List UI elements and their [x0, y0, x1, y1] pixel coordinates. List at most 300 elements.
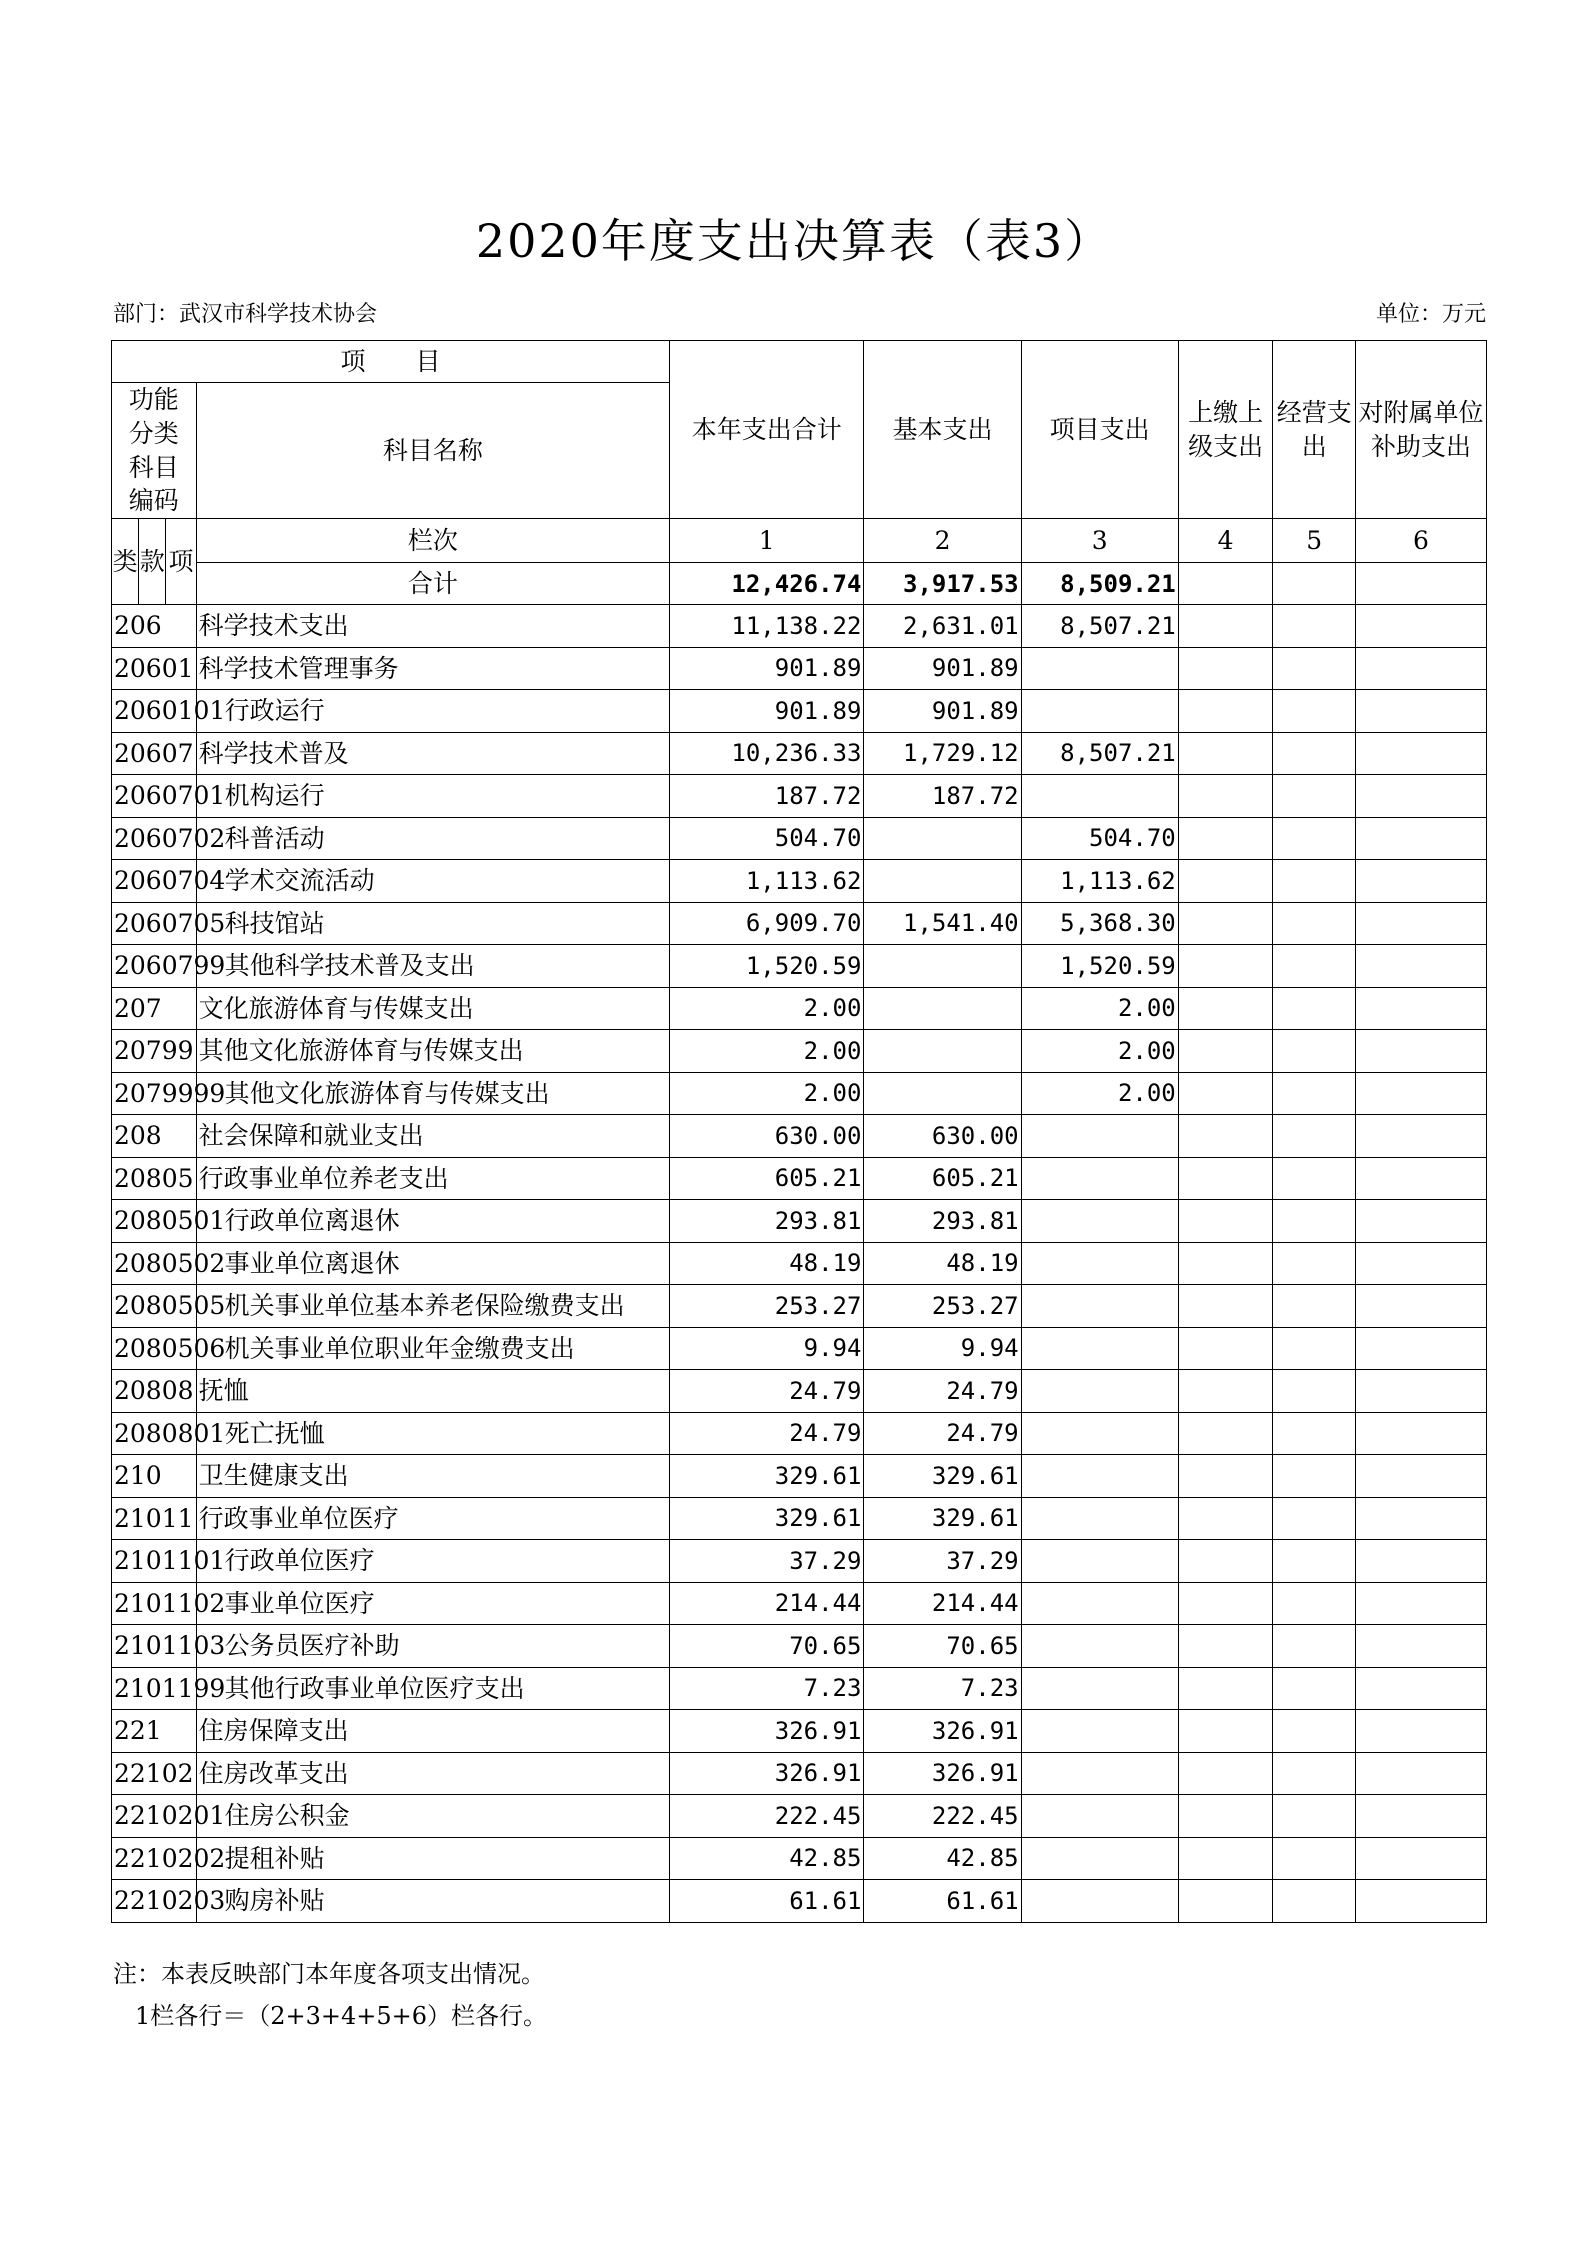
row-name: 科学技术管理事务	[196, 647, 669, 690]
row-upper	[1178, 1030, 1273, 1073]
table-row	[112, 1795, 1487, 1838]
row-basic: 187.72	[864, 775, 1021, 818]
note-2: 1栏各行＝（2+3+4+5+6）栏各行。	[135, 2002, 548, 2030]
row-business	[1273, 1115, 1356, 1158]
table-row	[112, 1157, 1487, 1200]
row-project	[1021, 1497, 1178, 1540]
row-project	[1021, 1370, 1178, 1413]
row-basic: 1,729.12	[864, 732, 1021, 775]
row-total: 326.91	[670, 1752, 864, 1795]
row-business	[1273, 1837, 1356, 1880]
table-row	[112, 605, 1487, 648]
row-basic: 24.79	[864, 1412, 1021, 1455]
row-name: 行政单位医疗	[196, 1540, 669, 1583]
row-upper	[1178, 1795, 1273, 1838]
row-business	[1273, 1327, 1356, 1370]
row-upper	[1178, 1837, 1273, 1880]
row-upper	[1178, 860, 1273, 903]
row-project	[1021, 1327, 1178, 1370]
row-project	[1021, 1582, 1178, 1625]
row-subsidy	[1356, 1497, 1487, 1540]
row-code: 2060799	[112, 945, 197, 988]
row-name: 其他行政事业单位医疗支出	[196, 1667, 669, 1710]
row-code: 21011	[112, 1497, 197, 1540]
row-code: 2060705	[112, 902, 197, 945]
row-subsidy	[1356, 1582, 1487, 1625]
row-project	[1021, 1880, 1178, 1923]
row-total: 2.00	[670, 1072, 864, 1115]
row-upper	[1178, 732, 1273, 775]
row-project	[1021, 1412, 1178, 1455]
row-upper	[1178, 1710, 1273, 1753]
row-name: 事业单位离退休	[196, 1242, 669, 1285]
row-name: 行政事业单位医疗	[196, 1497, 669, 1540]
row-name: 其他文化旅游体育与传媒支出	[196, 1072, 669, 1115]
header-lanci: 栏次	[196, 519, 669, 563]
row-upper	[1178, 1752, 1273, 1795]
row-code: 210	[112, 1455, 197, 1498]
row-subsidy	[1356, 1285, 1487, 1328]
table-row	[112, 1030, 1487, 1073]
row-basic: 37.29	[864, 1540, 1021, 1583]
row-code: 20808	[112, 1370, 197, 1413]
header-subject-name: 科目名称	[196, 383, 669, 519]
row-code: 2080502	[112, 1242, 197, 1285]
row-total: 901.89	[670, 647, 864, 690]
row-upper	[1178, 1115, 1273, 1158]
total-label: 合计	[196, 563, 669, 605]
row-upper	[1178, 1285, 1273, 1328]
row-name: 机关事业单位职业年金缴费支出	[196, 1327, 669, 1370]
row-basic	[864, 987, 1021, 1030]
row-name: 科学技术支出	[196, 605, 669, 648]
row-subsidy	[1356, 647, 1487, 690]
header-subsidy: 对附属单位补助支出	[1356, 341, 1487, 519]
table-row	[112, 1412, 1487, 1455]
row-total: 293.81	[670, 1200, 864, 1243]
row-code: 221	[112, 1710, 197, 1753]
row-code: 20607	[112, 732, 197, 775]
table-row	[112, 1327, 1487, 1370]
row-code: 2210203	[112, 1880, 197, 1923]
row-name: 行政单位离退休	[196, 1200, 669, 1243]
row-basic: 630.00	[864, 1115, 1021, 1158]
row-total: 24.79	[670, 1412, 864, 1455]
col-num-6: 6	[1356, 519, 1487, 563]
row-upper	[1178, 1412, 1273, 1455]
row-business	[1273, 1157, 1356, 1200]
row-total: 187.72	[670, 775, 864, 818]
row-subsidy	[1356, 860, 1487, 903]
row-upper	[1178, 1370, 1273, 1413]
row-basic: 901.89	[864, 690, 1021, 733]
row-business	[1273, 1880, 1356, 1923]
row-subsidy	[1356, 1370, 1487, 1413]
row-name: 科学技术普及	[196, 732, 669, 775]
row-subsidy	[1356, 987, 1487, 1030]
row-subsidy	[1356, 1880, 1487, 1923]
row-subsidy	[1356, 605, 1487, 648]
table-row	[112, 1667, 1487, 1710]
row-total: 605.21	[670, 1157, 864, 1200]
row-basic: 901.89	[864, 647, 1021, 690]
table-row	[112, 775, 1487, 818]
row-upper	[1178, 1880, 1273, 1923]
row-basic: 222.45	[864, 1795, 1021, 1838]
row-project	[1021, 1752, 1178, 1795]
col-num-4: 4	[1178, 519, 1273, 563]
row-business	[1273, 945, 1356, 988]
row-basic: 24.79	[864, 1370, 1021, 1413]
table-row	[112, 1072, 1487, 1115]
row-upper	[1178, 605, 1273, 648]
row-business	[1273, 1540, 1356, 1583]
row-subsidy	[1356, 1540, 1487, 1583]
row-subsidy	[1356, 817, 1487, 860]
total-subsidy	[1356, 563, 1487, 605]
footnotes	[113, 1962, 547, 2046]
row-name: 死亡抚恤	[196, 1412, 669, 1455]
row-name: 公务员医疗补助	[196, 1625, 669, 1668]
header-project-exp: 项目支出	[1021, 341, 1178, 519]
row-subsidy	[1356, 1200, 1487, 1243]
row-total: 504.70	[670, 817, 864, 860]
row-upper	[1178, 987, 1273, 1030]
note-1: 注：本表反映部门本年度各项支出情况。	[113, 1960, 545, 1988]
row-code: 206	[112, 605, 197, 648]
row-business	[1273, 732, 1356, 775]
row-total: 901.89	[670, 690, 864, 733]
row-basic	[864, 1030, 1021, 1073]
row-upper	[1178, 775, 1273, 818]
row-project	[1021, 1625, 1178, 1668]
row-basic: 293.81	[864, 1200, 1021, 1243]
row-business	[1273, 605, 1356, 648]
row-subsidy	[1356, 1030, 1487, 1073]
row-basic: 2,631.01	[864, 605, 1021, 648]
row-name: 提租补贴	[196, 1837, 669, 1880]
row-project	[1021, 1837, 1178, 1880]
row-project: 8,507.21	[1021, 605, 1178, 648]
row-code: 20799	[112, 1030, 197, 1073]
header-lei: 类	[112, 519, 139, 605]
row-upper	[1178, 1455, 1273, 1498]
unit-label: 单位：万元	[1375, 302, 1486, 327]
row-name: 机构运行	[196, 775, 669, 818]
row-code: 208	[112, 1115, 197, 1158]
row-project: 5,368.30	[1021, 902, 1178, 945]
row-project	[1021, 690, 1178, 733]
row-subsidy	[1356, 1710, 1487, 1753]
row-total: 326.91	[670, 1710, 864, 1753]
row-upper	[1178, 1157, 1273, 1200]
row-business	[1273, 1582, 1356, 1625]
row-name: 社会保障和就业支出	[196, 1115, 669, 1158]
row-total: 37.29	[670, 1540, 864, 1583]
row-subsidy	[1356, 1795, 1487, 1838]
row-name: 其他科学技术普及支出	[196, 945, 669, 988]
row-basic: 1,541.40	[864, 902, 1021, 945]
row-subsidy	[1356, 1327, 1487, 1370]
row-project	[1021, 1115, 1178, 1158]
row-basic: 253.27	[864, 1285, 1021, 1328]
table-row	[112, 1497, 1487, 1540]
row-business	[1273, 1497, 1356, 1540]
row-total: 329.61	[670, 1497, 864, 1540]
row-project: 504.70	[1021, 817, 1178, 860]
row-upper	[1178, 690, 1273, 733]
row-total: 2.00	[670, 1030, 864, 1073]
row-total: 70.65	[670, 1625, 864, 1668]
row-code: 2060701	[112, 775, 197, 818]
row-project	[1021, 1455, 1178, 1498]
department-label: 部门：武汉市科学技术协会	[113, 302, 378, 327]
table-row	[112, 817, 1487, 860]
row-business	[1273, 987, 1356, 1030]
row-total: 7.23	[670, 1667, 864, 1710]
row-basic: 329.61	[864, 1497, 1021, 1540]
row-project: 1,520.59	[1021, 945, 1178, 988]
row-project	[1021, 1540, 1178, 1583]
row-basic: 329.61	[864, 1455, 1021, 1498]
header-upper: 上缴上级支出	[1178, 341, 1273, 519]
table-row	[112, 690, 1487, 733]
row-name: 抚恤	[196, 1370, 669, 1413]
row-subsidy	[1356, 1115, 1487, 1158]
table-row	[112, 1455, 1487, 1498]
row-basic: 42.85	[864, 1837, 1021, 1880]
row-business	[1273, 647, 1356, 690]
row-subsidy	[1356, 1157, 1487, 1200]
table-row	[112, 1242, 1487, 1285]
row-name: 住房公积金	[196, 1795, 669, 1838]
row-business	[1273, 860, 1356, 903]
row-basic	[864, 817, 1021, 860]
row-code: 207	[112, 987, 197, 1030]
row-business	[1273, 1200, 1356, 1243]
row-subsidy	[1356, 1752, 1487, 1795]
row-business	[1273, 1710, 1356, 1753]
row-subsidy	[1356, 945, 1487, 988]
row-basic: 7.23	[864, 1667, 1021, 1710]
row-total: 24.79	[670, 1370, 864, 1413]
row-code: 2060101	[112, 690, 197, 733]
table-row	[112, 1582, 1487, 1625]
table-row	[112, 1710, 1487, 1753]
table-row	[112, 1540, 1487, 1583]
row-business	[1273, 1370, 1356, 1413]
row-total: 1,113.62	[670, 860, 864, 903]
row-total: 329.61	[670, 1455, 864, 1498]
row-total: 253.27	[670, 1285, 864, 1328]
total-upper	[1178, 563, 1273, 605]
row-upper	[1178, 817, 1273, 860]
row-subsidy	[1356, 775, 1487, 818]
row-total: 222.45	[670, 1795, 864, 1838]
row-name: 科技馆站	[196, 902, 669, 945]
row-total: 214.44	[670, 1582, 864, 1625]
header-basic: 基本支出	[864, 341, 1021, 519]
row-total: 1,520.59	[670, 945, 864, 988]
total-project: 8,509.21	[1021, 563, 1178, 605]
row-basic: 61.61	[864, 1880, 1021, 1923]
row-business	[1273, 1412, 1356, 1455]
row-code: 2101103	[112, 1625, 197, 1668]
table-row	[112, 1370, 1487, 1413]
row-upper	[1178, 1625, 1273, 1668]
row-subsidy	[1356, 1412, 1487, 1455]
row-total: 2.00	[670, 987, 864, 1030]
row-subsidy	[1356, 1072, 1487, 1115]
total-sum: 12,426.74	[670, 563, 864, 605]
row-basic	[864, 860, 1021, 903]
table-row	[112, 1880, 1487, 1923]
row-code: 2080801	[112, 1412, 197, 1455]
row-project	[1021, 775, 1178, 818]
row-business	[1273, 775, 1356, 818]
table-row	[112, 1625, 1487, 1668]
row-subsidy	[1356, 690, 1487, 733]
table-row	[112, 1285, 1487, 1328]
table-row	[112, 945, 1487, 988]
row-business	[1273, 1072, 1356, 1115]
row-code: 2101199	[112, 1667, 197, 1710]
row-name: 科普活动	[196, 817, 669, 860]
col-num-2: 2	[864, 519, 1021, 563]
row-basic: 214.44	[864, 1582, 1021, 1625]
row-name: 学术交流活动	[196, 860, 669, 903]
row-code: 2079999	[112, 1072, 197, 1115]
row-name: 其他文化旅游体育与传媒支出	[196, 1030, 669, 1073]
table-row	[112, 987, 1487, 1030]
table-row	[112, 732, 1487, 775]
row-upper	[1178, 902, 1273, 945]
row-business	[1273, 1455, 1356, 1498]
total-basic: 3,917.53	[864, 563, 1021, 605]
row-project: 1,113.62	[1021, 860, 1178, 903]
row-basic: 326.91	[864, 1710, 1021, 1753]
row-basic	[864, 1072, 1021, 1115]
row-business	[1273, 817, 1356, 860]
col-num-3: 3	[1021, 519, 1178, 563]
row-total: 10,236.33	[670, 732, 864, 775]
row-code: 2060702	[112, 817, 197, 860]
row-total: 630.00	[670, 1115, 864, 1158]
row-basic: 605.21	[864, 1157, 1021, 1200]
row-project	[1021, 1795, 1178, 1838]
row-name: 住房改革支出	[196, 1752, 669, 1795]
row-code: 2101102	[112, 1582, 197, 1625]
row-business	[1273, 1030, 1356, 1073]
row-project	[1021, 1667, 1178, 1710]
row-subsidy	[1356, 1625, 1487, 1668]
table-row	[112, 1752, 1487, 1795]
row-basic: 9.94	[864, 1327, 1021, 1370]
row-code: 2101101	[112, 1540, 197, 1583]
row-subsidy	[1356, 1455, 1487, 1498]
row-business	[1273, 1667, 1356, 1710]
header-xiang: 项	[166, 519, 196, 605]
row-subsidy	[1356, 732, 1487, 775]
row-total: 9.94	[670, 1327, 864, 1370]
row-name: 行政事业单位养老支出	[196, 1157, 669, 1200]
row-basic: 70.65	[864, 1625, 1021, 1668]
row-code: 2210202	[112, 1837, 197, 1880]
row-code: 20601	[112, 647, 197, 690]
header-total: 本年支出合计	[670, 341, 864, 519]
header-business: 经营支出	[1273, 341, 1356, 519]
row-business	[1273, 1625, 1356, 1668]
table-row	[112, 902, 1487, 945]
row-project: 2.00	[1021, 1072, 1178, 1115]
row-upper	[1178, 1497, 1273, 1540]
row-name: 购房补贴	[196, 1880, 669, 1923]
row-project: 2.00	[1021, 1030, 1178, 1073]
expenditure-table	[111, 340, 1487, 1923]
table-row	[112, 1200, 1487, 1243]
row-project	[1021, 1285, 1178, 1328]
row-subsidy	[1356, 902, 1487, 945]
header-kuan: 款	[139, 519, 166, 605]
row-code: 2080506	[112, 1327, 197, 1370]
row-project: 2.00	[1021, 987, 1178, 1030]
row-total: 6,909.70	[670, 902, 864, 945]
table-row	[112, 1837, 1487, 1880]
row-code: 2080505	[112, 1285, 197, 1328]
row-project	[1021, 1710, 1178, 1753]
row-project	[1021, 1200, 1178, 1243]
row-basic: 48.19	[864, 1242, 1021, 1285]
row-upper	[1178, 1667, 1273, 1710]
row-project	[1021, 1157, 1178, 1200]
row-project: 8,507.21	[1021, 732, 1178, 775]
col-num-1: 1	[670, 519, 864, 563]
row-business	[1273, 1752, 1356, 1795]
row-code: 22102	[112, 1752, 197, 1795]
row-subsidy	[1356, 1667, 1487, 1710]
col-num-5: 5	[1273, 519, 1356, 563]
row-total: 61.61	[670, 1880, 864, 1923]
row-name: 机关事业单位基本养老保险缴费支出	[196, 1285, 669, 1328]
row-code: 2060704	[112, 860, 197, 903]
row-upper	[1178, 1582, 1273, 1625]
row-subsidy	[1356, 1837, 1487, 1880]
row-basic: 326.91	[864, 1752, 1021, 1795]
row-basic	[864, 945, 1021, 988]
row-total: 11,138.22	[670, 605, 864, 648]
row-upper	[1178, 945, 1273, 988]
row-business	[1273, 690, 1356, 733]
row-code: 2080501	[112, 1200, 197, 1243]
row-upper	[1178, 1200, 1273, 1243]
row-name: 卫生健康支出	[196, 1455, 669, 1498]
row-business	[1273, 902, 1356, 945]
row-project	[1021, 1242, 1178, 1285]
row-business	[1273, 1285, 1356, 1328]
row-name: 行政运行	[196, 690, 669, 733]
row-upper	[1178, 1242, 1273, 1285]
row-subsidy	[1356, 1242, 1487, 1285]
row-code: 20805	[112, 1157, 197, 1200]
page-title: 2020年度支出决算表（表3）	[475, 214, 1113, 268]
row-business	[1273, 1242, 1356, 1285]
row-name: 文化旅游体育与传媒支出	[196, 987, 669, 1030]
header-func-code: 功能分类科目编码	[112, 383, 197, 519]
row-total: 48.19	[670, 1242, 864, 1285]
table-row	[112, 647, 1487, 690]
row-total: 42.85	[670, 1837, 864, 1880]
row-project	[1021, 647, 1178, 690]
